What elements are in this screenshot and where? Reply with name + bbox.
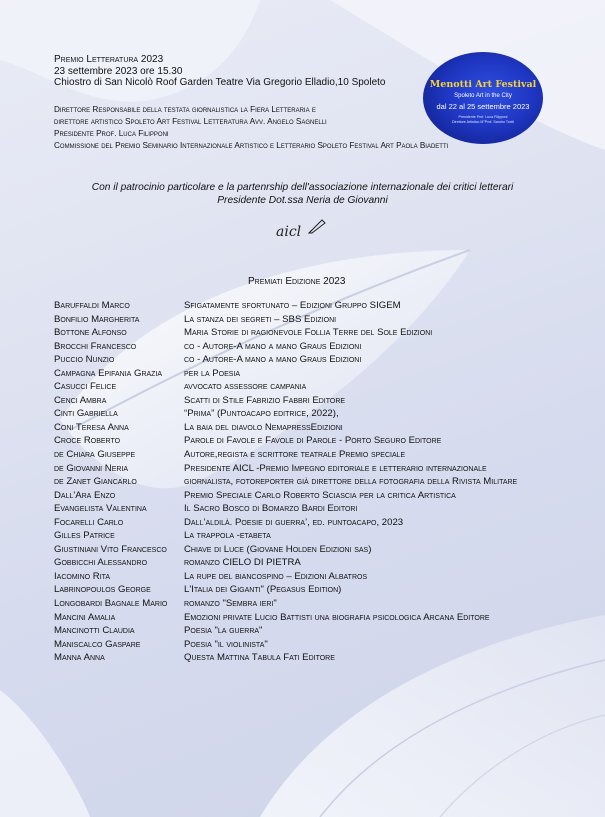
winner-work: romanzo CIELO DI PIETRA xyxy=(184,557,301,569)
pen-nib-icon xyxy=(308,218,326,234)
winner-name: Mancini Amalia xyxy=(54,611,116,623)
winner-row xyxy=(54,489,574,503)
winner-work: Sfigatamente sfortunato – Edizioni Gruppo SIGEM xyxy=(184,300,401,311)
winner-row xyxy=(54,380,574,394)
winner-name: Focarelli Carlo xyxy=(54,516,124,528)
winner-row xyxy=(54,448,574,462)
winner-work: L'Italia dei Giganti" (Pegasus Edition) xyxy=(184,584,342,596)
winner-work: La rupe del biancospino – Edizioni Albatros xyxy=(184,570,368,582)
event-header xyxy=(54,54,386,89)
winner-name: Gilles Patrice xyxy=(54,530,115,542)
winner-work: La baia del diavolo NemapressEdizioni xyxy=(184,421,343,433)
winner-name: Evangelista Valentina xyxy=(54,503,147,515)
winner-work: “Prima” (Puntoacapo editrice, 2022), xyxy=(184,408,339,420)
festival-logo xyxy=(423,52,543,144)
logo-title: Menotti Art Festival xyxy=(429,79,537,90)
winner-row xyxy=(54,516,574,530)
winner-name: Baruffaldi Marco xyxy=(54,300,130,311)
logo-subtitle: Spoleto Art in the City xyxy=(454,93,512,99)
winner-name: Cenci Ambra xyxy=(54,394,107,406)
event-date: 23 settembre 2023 ore 15.30 xyxy=(54,65,183,77)
winner-work: giornalista, fotoreporter già direttore della fotografia della Rivista Militare xyxy=(184,476,518,488)
winner-name: Casucci Felice xyxy=(54,381,117,393)
winner-row xyxy=(54,407,574,421)
winner-work: per la Poesia xyxy=(184,367,241,379)
organizer-line: direttore artistico Spoleto Art Festival Letteratura Avv. Angelo Sagnelli xyxy=(54,117,327,126)
organizer-line: Commissione del Premio Seminario Internazionale Artistico e Letterario Spoleto Festival Art Paola Biadetti xyxy=(54,141,449,150)
winner-work: Autore,regista e scrittore teatrale Premio speciale xyxy=(184,449,406,461)
winner-row xyxy=(54,394,574,408)
winner-row xyxy=(54,340,574,354)
winner-work: co - Autore-A mano a mano Graus Edizioni xyxy=(184,340,362,352)
winner-row xyxy=(54,651,574,665)
winner-name: Brocchi Francesco xyxy=(54,340,137,352)
winner-name: de Chiara Giuseppe xyxy=(54,449,136,461)
logo-credits: Presidente Prof. Luca Filipponi Direttore Artistico M°Prof. Sandro Trotti xyxy=(452,115,514,124)
winner-work: Presidente AICL -Premio Impegno editoriale e letterario internazionale xyxy=(184,462,487,474)
winner-name: Dall'Ara Enzo xyxy=(54,489,116,501)
organizers-block xyxy=(54,104,448,152)
winner-work: La stanza dei segreti – SBS Edizioni xyxy=(184,313,337,325)
winner-work: Il Sacro Bosco di Bomarzo Bardi Editori xyxy=(184,503,358,515)
winner-row xyxy=(54,367,574,381)
winner-row xyxy=(54,353,574,367)
winner-work: co - Autore-A mano a mano Graus Edizioni xyxy=(184,354,362,366)
winner-name: Coni Teresa Anna xyxy=(54,421,129,433)
winner-name: Croce Roberto xyxy=(54,435,121,447)
winner-row xyxy=(54,570,574,584)
winner-name: Puccio Nunzio xyxy=(54,354,115,366)
winners-section-title: Premiati Edizione 2023 xyxy=(248,276,346,287)
winner-name: Mancinotti Claudia xyxy=(54,625,135,637)
winner-row xyxy=(54,624,574,638)
winner-row xyxy=(54,638,574,652)
winner-work: romanzo "Sembra ieri" xyxy=(184,598,277,610)
winner-name: Giustiniani Vito Francesco xyxy=(54,543,167,555)
winner-row xyxy=(54,299,574,313)
winner-row xyxy=(54,421,574,435)
winner-work: Questa Mattina Tabula Fati Editore xyxy=(184,652,335,664)
winner-work: Parole di Favole e Favole di Parole - Porto Seguro Editore xyxy=(184,435,442,447)
organizer-line: Presidente Prof. Luca Filipponi xyxy=(54,129,169,138)
winner-work: Poesia "la guerra" xyxy=(184,625,263,637)
organizer-line: Direttore Responsabile della testata giornalistica la Fiera Letteraria e xyxy=(54,105,316,114)
winner-name: de Zanet Giancarlo xyxy=(54,476,137,488)
winner-row xyxy=(54,462,574,476)
winner-row xyxy=(54,543,574,557)
winner-row xyxy=(54,326,574,340)
winner-work: Maria Storie di ragionevole Follia Terre del Sole Edizioni xyxy=(184,327,433,339)
winner-name: Cinti Gabriella xyxy=(54,408,118,420)
winner-row xyxy=(54,475,574,489)
winner-name: Labrinopoulos George xyxy=(54,584,151,596)
winner-row xyxy=(54,611,574,625)
winner-name: Iacomino Rita xyxy=(54,570,111,582)
winner-row xyxy=(54,597,574,611)
winner-row xyxy=(54,529,574,543)
winner-work: Emozioni private Lucio Battisti una biografia psicologica Arcana Editore xyxy=(184,611,490,623)
winner-name: Gobbicchi Alessandro xyxy=(54,557,148,569)
logo-dates: dal 22 al 25 settembre 2023 xyxy=(436,102,530,111)
patronage-text: Con il patrocinio particolare e la partenrship dell'associazione internazionale dei critici letterari Presidente Dot.ssa Neria de Giovanni xyxy=(91,182,514,206)
winner-work: Chiave di Luce (Giovane Holden Edizioni sas) xyxy=(184,543,372,555)
winner-name: Bonfilio Margherita xyxy=(54,313,140,325)
winners-list xyxy=(54,299,574,665)
winner-name: de Giovanni Neria xyxy=(54,462,129,474)
winner-name: Manna Anna xyxy=(54,652,105,664)
winner-work: Premio Speciale Carlo Roberto Sciascia per la critica Artistica xyxy=(184,489,456,501)
winner-row xyxy=(54,583,574,597)
winner-work: La trappola -etabeta xyxy=(184,530,271,542)
winner-name: Longobardi Bagnale Mario xyxy=(54,598,168,610)
winner-work: Scatti di Stile Fabrizio Fabbri Editore xyxy=(184,394,346,406)
award-title: Premio Letteratura 2023 xyxy=(54,54,164,65)
winner-name: Maniscalco Gaspare xyxy=(54,638,141,650)
winner-row xyxy=(54,502,574,516)
winner-work: Dall’aldilà. Poesie di guerra’, ed. puntoacapo, 2023 xyxy=(184,516,404,528)
winner-row xyxy=(54,313,574,327)
winner-work: Poesia "il violinista" xyxy=(184,638,268,650)
winner-work: avvocato assessore campania xyxy=(184,381,307,393)
winner-name: Campagna Epifania Grazia xyxy=(54,367,163,379)
winner-name: Bottone Alfonso xyxy=(54,327,127,339)
winner-row xyxy=(54,556,574,570)
aicl-signature-logo: aicl xyxy=(276,224,301,240)
event-venue: Chiostro di San Nicolò Roof Garden Teatre Via Gregorio Elladio,10 Spoleto xyxy=(54,77,386,88)
winner-row xyxy=(54,434,574,448)
